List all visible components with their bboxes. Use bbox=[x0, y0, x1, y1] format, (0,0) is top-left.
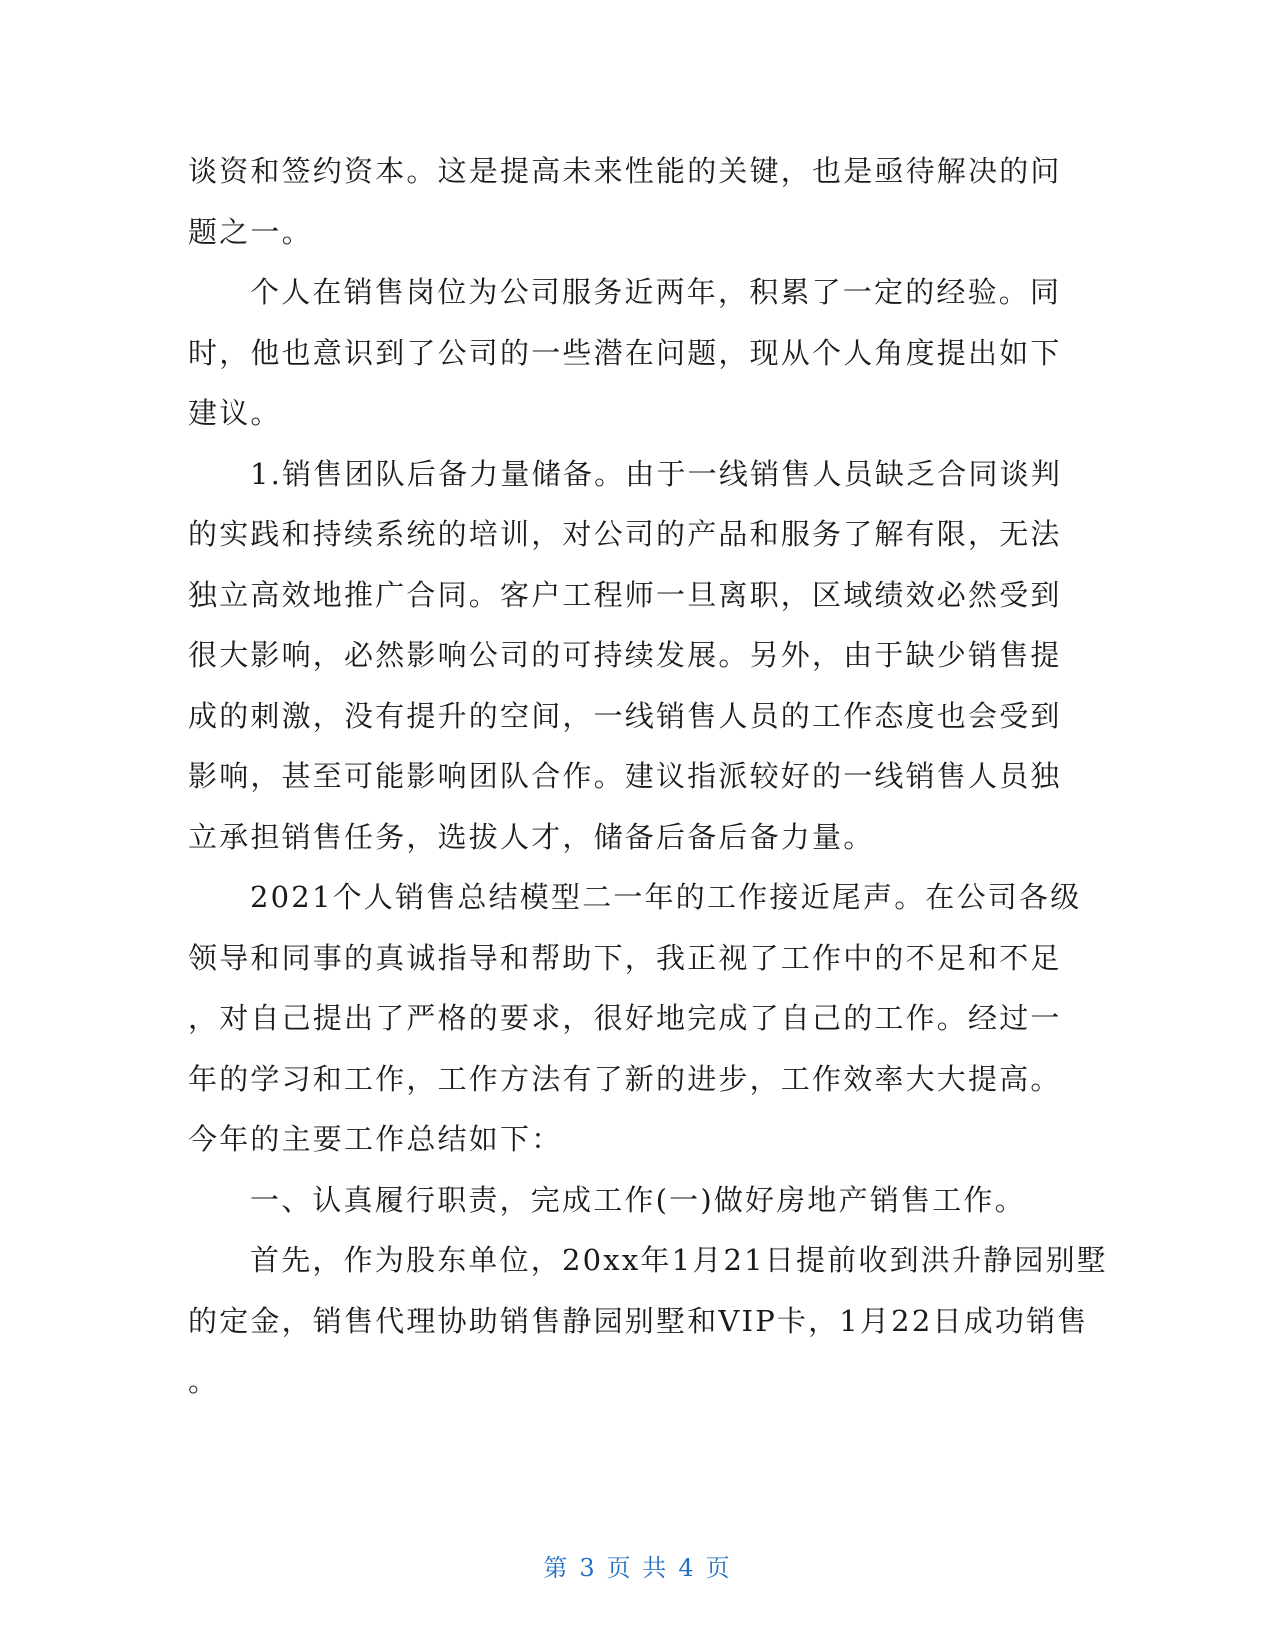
text-line: 建议。 bbox=[188, 396, 282, 430]
text-line: 题之一。 bbox=[188, 214, 313, 249]
text-line: 成的刺激，没有提升的空间，一线销售人员的工作态度也会受到 bbox=[188, 698, 1062, 733]
text-line: 影响，甚至可能影响团队合作。建议指派较好的一线销售人员独 bbox=[188, 759, 1062, 793]
footer-suffix: 页 bbox=[705, 1554, 732, 1582]
document-body bbox=[188, 141, 1108, 1412]
text-line: 立承担销售任务，选拔人才，储备后备后备力量。 bbox=[188, 819, 875, 854]
text-line: 很大影响，必然影响公司的可持续发展。另外，由于缺少销售提 bbox=[188, 638, 1062, 672]
text-line: 时，他也意识到了公司的一些潜在问题，现从个人角度提出如下 bbox=[188, 335, 1062, 370]
text-line: 首先，作为股东单位，20xx年1月21日提前收到洪升静园别墅 bbox=[250, 1243, 1108, 1277]
footer-middle: 页 共 bbox=[606, 1554, 669, 1582]
text-line: 的实践和持续系统的培训，对公司的产品和服务了解有限，无法 bbox=[188, 517, 1062, 551]
text-line: 一、认真履行职责，完成工作(一)做好房地产销售工作。 bbox=[250, 1182, 1026, 1217]
text-line: 个人在销售岗位为公司服务近两年，积累了一定的经验。同 bbox=[250, 275, 1062, 309]
text-line: 的定金，销售代理协助销售静园别墅和VIP卡，1月22日成功销售 bbox=[188, 1303, 1089, 1338]
text-line: 。 bbox=[188, 1364, 220, 1398]
page-footer bbox=[0, 1548, 1275, 1583]
footer-total-pages: 4 bbox=[678, 1554, 696, 1582]
text-line: 谈资和签约资本。这是提高未来性能的关键，也是亟待解决的问 bbox=[188, 154, 1062, 188]
text-line: 今年的主要工作总结如下： bbox=[188, 1122, 563, 1156]
text-line: ，对自己提出了严格的要求，很好地完成了自己的工作。经过一 bbox=[188, 1001, 1062, 1035]
footer-page-number: 3 bbox=[579, 1554, 597, 1582]
text-line: 1.销售团队后备力量储备。由于一线销售人员缺乏合同谈判 bbox=[250, 456, 1063, 491]
footer-prefix: 第 bbox=[543, 1554, 570, 1582]
text-line: 独立高效地推广合同。客户工程师一旦离职，区域绩效必然受到 bbox=[188, 577, 1062, 612]
text-line: 领导和同事的真诚指导和帮助下，我正视了工作中的不足和不足 bbox=[188, 940, 1062, 975]
text-line: 年的学习和工作，工作方法有了新的进步，工作效率大大提高。 bbox=[188, 1061, 1062, 1096]
text-line: 2021个人销售总结模型二一年的工作接近尾声。在公司各级 bbox=[250, 880, 1082, 914]
